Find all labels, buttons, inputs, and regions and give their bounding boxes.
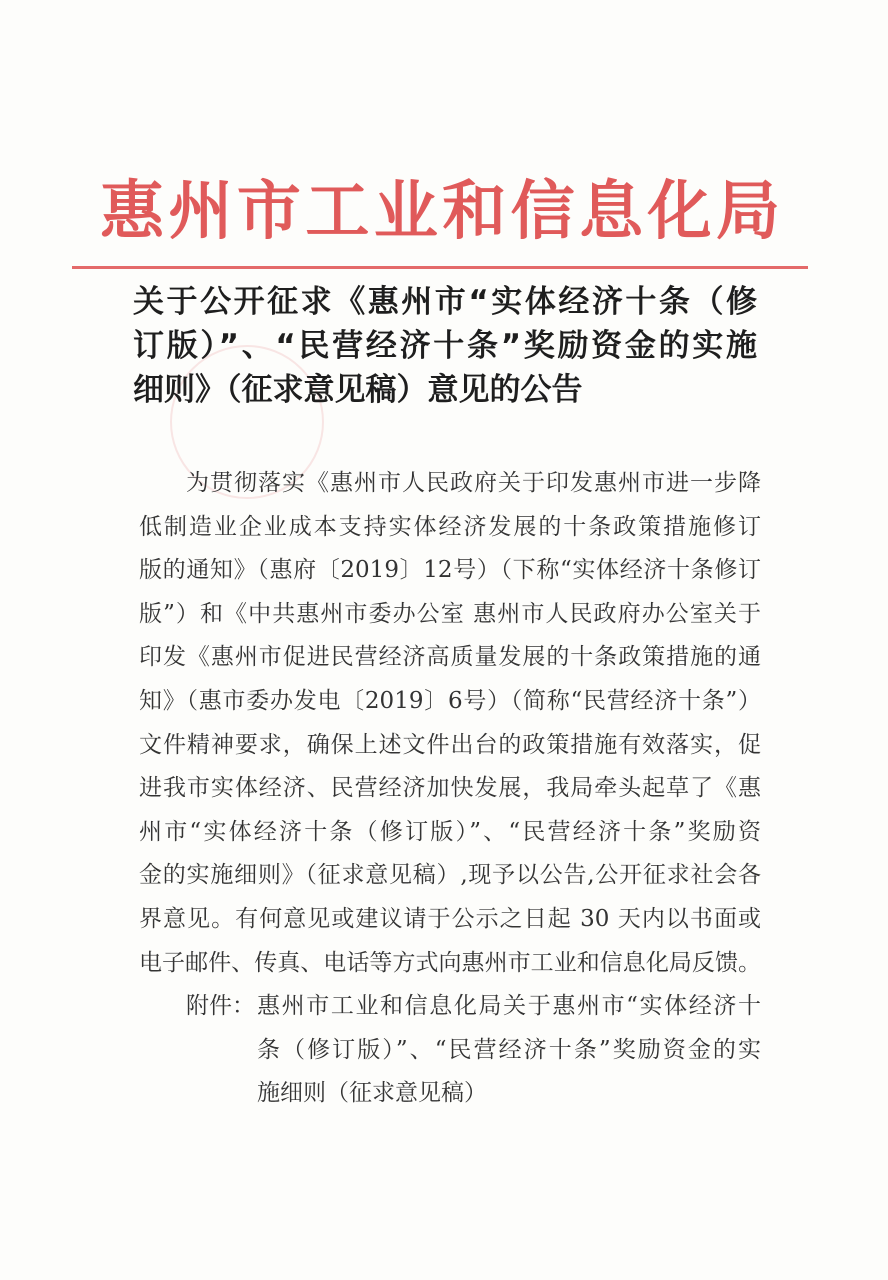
document-title <box>133 280 757 412</box>
body-line: 文件精神要求，确保上述文件出台的政策措施有效落实，促 <box>139 731 761 758</box>
body-line: 为贯彻落实《惠州市人民政府关于印发惠州市进一步降 <box>186 470 761 496</box>
attachment-line: 施细则（征求意见稿） <box>257 1080 487 1107</box>
body-line: 低制造业企业成本支持实体经济发展的十条政策措施修订 <box>139 513 761 540</box>
body-line: 电子邮件、传真、电话等方式向惠州市工业和信息化局反馈。 <box>139 949 761 976</box>
body-line: 州市“实体经济十条（修订版）”、“民营经济十条”奖励资 <box>139 818 761 845</box>
title-line: 关于公开征求《惠州市“实体经济十条（修 <box>133 284 757 320</box>
letterhead-divider <box>72 266 808 269</box>
letterhead-org-name: 惠州市工业和信息化局 <box>100 175 780 249</box>
body-line: 知》（惠市委办发电〔2019〕6号）（简称“民营经济十条”） <box>139 687 761 714</box>
body-line: 印发《惠州市促进民营经济高质量发展的十条政策措施的通 <box>139 644 761 671</box>
title-line: 细则》（征求意见稿）意见的公告 <box>133 372 583 408</box>
body-line: 界意见。有何意见或建议请于公示之日起 30 天内以书面或 <box>139 905 761 932</box>
body-line: 进我市实体经济、民营经济加快发展，我局牵头起草了《惠 <box>139 775 761 802</box>
body-line: 金的实施细则》（征求意见稿）,现予以公告,公开征求社会各 <box>139 862 761 889</box>
attachment-label: 附件： <box>186 993 255 1020</box>
body-line: 版的通知》（惠府〔2019〕12号）（下称“实体经济十条修订 <box>139 557 761 584</box>
title-line: 订版）”、“民营经济十条”奖励资金的实施 <box>133 328 757 364</box>
attachment-line: 条（修订版）”、“民营经济十条”奖励资金的实 <box>257 1036 761 1063</box>
body-line: 版”）和《中共惠州市委办公室 惠州市人民政府办公室关于 <box>139 600 761 627</box>
document-body <box>139 462 761 1116</box>
attachment-line: 惠州市工业和信息化局关于惠州市“实体经济十 <box>257 993 761 1020</box>
attachment-first-line <box>139 985 761 1029</box>
